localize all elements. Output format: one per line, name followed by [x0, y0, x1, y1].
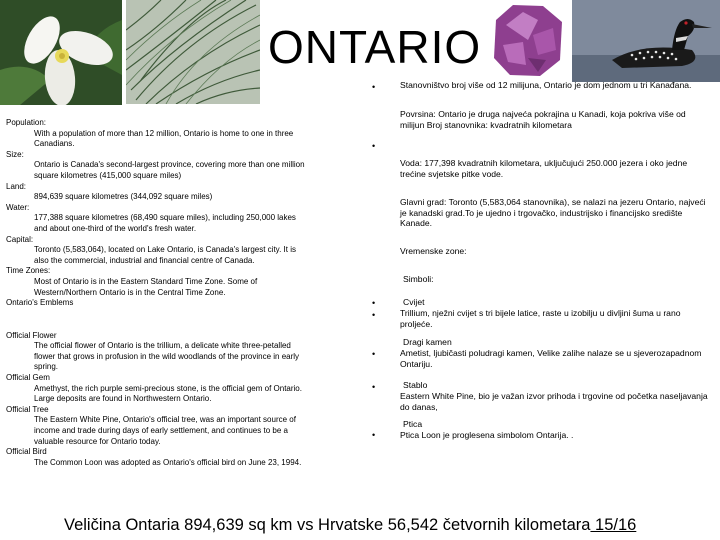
- water-label: Water:: [6, 202, 30, 212]
- footer-text: Veličina Ontaria 894,639 sq km vs Hrvatske 56,542 četvornih kilometara: [64, 516, 591, 534]
- water-text: 177,388 square kilometres (68,490 square miles), including 250,000 lakes and about one-third of the world's fresh water.: [34, 213, 296, 233]
- hr-capital-text: Glavni grad: Toronto (5,583,064 stanovnika), se nalazi na jezeru Ontario, najveći je kanadski grad.To je ujedno i trgovačko, industrijsko i financijsko središte Kanade.: [400, 197, 706, 229]
- hr-timezones-text: Vremenske zone:: [400, 246, 467, 256]
- footer-comparison: [64, 516, 636, 535]
- capital-text: Toronto (5,583,064), located on Lake Ontario, is Canada's largest city. It is also the commercial, industrial and financial centre of Canada.: [34, 245, 296, 265]
- population-text: With a population of more than 12 million, Ontario is home to one in three Canadians.: [34, 128, 294, 149]
- bullet-marker: •: [372, 430, 376, 440]
- page-title: ONTARIO: [268, 21, 482, 73]
- timezones-label: Time Zones:: [6, 266, 51, 276]
- flower-label: Official Flower: [6, 330, 57, 340]
- population-label: Population:: [6, 118, 47, 127]
- hr-area-text: Povrsina: Ontario je druga najveća pokrajina u Kanadi, koja pokriva više od milijun Broj stanovnika: kvadratnih kilometara: [400, 109, 686, 130]
- size-label: Size:: [6, 149, 24, 159]
- page-number: 15/16: [590, 516, 637, 534]
- capital-label: Capital:: [6, 234, 34, 244]
- hr-tree-text: Eastern White Pine, bio je važan izvor prihoda i trgovine od početka naseljavanja do danas,: [400, 391, 708, 412]
- bird-label: Official Bird: [6, 447, 47, 457]
- english-facts-column: [6, 118, 306, 468]
- pine-needles-image: [126, 0, 260, 104]
- gem-label: Official Gem: [6, 373, 50, 383]
- hr-gem-text: Ametist, ljubičasti poludragi kamen, Velike zalihe nalaze se u sjeverozapadnom Ontariju.: [400, 348, 702, 369]
- bird-text: The Common Loon was adopted as Ontario's official bird on June 23, 1994.: [34, 457, 302, 467]
- tree-text: The Eastern White Pine, Ontario's official tree, was an important source of income and trade during days of early settlement, and continues to be a valuable resource for Ontario today.: [34, 415, 296, 446]
- hr-flower-text: Trillium, nježni cvijet s tri bijele latice, raste u izobilju u divljini šuma u rano proljeće.: [400, 308, 681, 329]
- bullet-marker: •: [372, 298, 376, 308]
- size-text: Ontario is Canada's second-largest province, covering more than one million square kilometres (415,000 square miles): [34, 160, 305, 180]
- hr-gem-label: Dragi kamen: [403, 337, 452, 347]
- bullet-marker: •: [372, 382, 376, 392]
- land-text: 894,639 square kilometres (344,092 square miles): [34, 192, 213, 202]
- emblems-heading: Ontario's Emblems: [6, 298, 74, 308]
- amethyst-gem-image: [488, 0, 568, 80]
- tree-label: Official Tree: [6, 404, 49, 414]
- hr-bird-text: Ptica Loon je proglesena simbolom Ontarija. .: [400, 430, 574, 440]
- land-label: Land:: [6, 181, 27, 191]
- hr-water-text: Voda: 177,398 kvadratnih kilometara, uključujući 250.000 jezera i oko jedne trećine svjetske pitke vode.: [400, 158, 688, 179]
- bullet-marker: •: [372, 310, 376, 320]
- timezones-text: Most of Ontario is in the Eastern Standard Time Zone. Some of Western/Northern Ontario is in the Central Time Zone.: [34, 276, 258, 297]
- bullet-marker: •: [372, 349, 376, 359]
- bullet-marker: •: [372, 82, 376, 92]
- hr-population-text: Stanovništvo broj više od 12 milijuna, Ontario je dom jednom u tri Kanađana.: [400, 80, 692, 90]
- common-loon-image: [572, 0, 720, 82]
- hr-flower-label: Cvijet: [403, 297, 425, 307]
- flower-text: The official flower of Ontario is the trillium, a delicate white three-petalled flower that grows in profusion in the wild woodlands of the province in early spring.: [34, 341, 300, 372]
- hr-bird-label: Ptica: [403, 419, 423, 429]
- bullet-marker: •: [372, 141, 376, 151]
- hr-tree-label: Stablo: [403, 380, 428, 390]
- gem-text: Amethyst, the rich purple semi-precious stone, is the official gem of Ontario. Large deposits are found in Northwestern Ontario.: [34, 383, 302, 404]
- trillium-flower-image: [0, 0, 122, 105]
- hr-symbols-text: Simboli:: [403, 274, 434, 284]
